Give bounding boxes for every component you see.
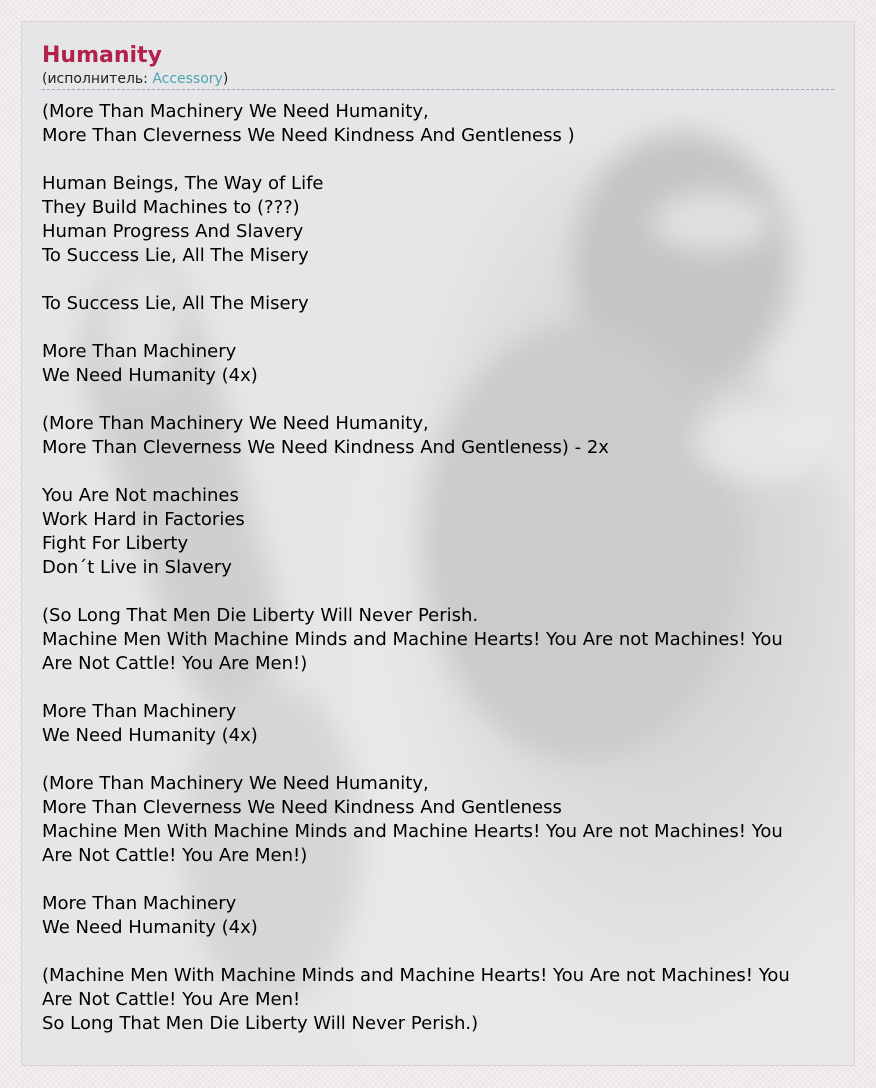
lyric-line	[42, 868, 855, 892]
lyric-line: To Success Lie, All The Misery	[42, 293, 309, 314]
lyric-line	[42, 388, 855, 412]
lyric-line: So Long That Men Die Liberty Will Never Perish.)	[42, 1013, 479, 1034]
lyric-line: We Need Humanity (4x)	[42, 365, 258, 386]
lyric-line: More Than Cleverness We Need Kindness And Gentleness )	[42, 125, 575, 146]
lyric-line	[42, 676, 855, 700]
artist-prefix: (исполнитель:	[42, 71, 153, 87]
lyric-line: Machine Men With Machine Minds and Machine Hearts! You Are not Machines! You	[42, 629, 783, 650]
lyric-line: More Than Machinery	[42, 893, 237, 914]
lyric-line: Human Progress And Slavery	[42, 221, 304, 242]
lyrics-text	[42, 100, 855, 1036]
lyric-line	[42, 148, 855, 172]
artist-line	[42, 70, 834, 90]
lyric-line: Fight For Liberty	[42, 533, 189, 554]
lyrics-panel	[21, 21, 855, 1066]
lyric-line: They Build Machines to (???)	[42, 197, 300, 218]
lyric-line: To Success Lie, All The Misery	[42, 245, 309, 266]
lyric-line: Don´t Live in Slavery	[42, 557, 232, 578]
lyric-line: Work Hard in Factories	[42, 509, 245, 530]
lyric-line: Machine Men With Machine Minds and Machine Hearts! You Are not Machines! You	[42, 821, 783, 842]
lyric-line: We Need Humanity (4x)	[42, 725, 258, 746]
lyric-line: More Than Cleverness We Need Kindness And Gentleness	[42, 797, 562, 818]
lyric-line: (So Long That Men Die Liberty Will Never Perish.	[42, 605, 479, 626]
song-title: Humanity	[42, 43, 162, 68]
lyric-line: You Are Not machines	[42, 485, 239, 506]
lyric-line	[42, 268, 855, 292]
lyric-line	[42, 940, 855, 964]
song-content	[42, 42, 855, 1036]
lyric-line: More Than Machinery	[42, 701, 237, 722]
lyric-line: (More Than Machinery We Need Humanity,	[42, 413, 429, 434]
lyric-line: Are Not Cattle! You Are Men!)	[42, 653, 308, 674]
artist-link[interactable]: Accessory	[152, 71, 223, 87]
lyric-line: We Need Humanity (4x)	[42, 917, 258, 938]
lyric-line: (More Than Machinery We Need Humanity,	[42, 773, 429, 794]
lyric-line: More Than Machinery	[42, 341, 237, 362]
lyric-line: Human Beings, The Way of Life	[42, 173, 324, 194]
lyric-line: (Machine Men With Machine Minds and Machine Hearts! You Are not Machines! You	[42, 965, 790, 986]
lyric-line	[42, 316, 855, 340]
lyric-line	[42, 748, 855, 772]
artist-suffix: )	[222, 71, 229, 87]
lyric-line: Are Not Cattle! You Are Men!	[42, 989, 301, 1010]
lyric-line: (More Than Machinery We Need Humanity,	[42, 101, 429, 122]
lyric-line: Are Not Cattle! You Are Men!)	[42, 845, 308, 866]
lyric-line	[42, 460, 855, 484]
lyric-line	[42, 580, 855, 604]
lyric-line: More Than Cleverness We Need Kindness And Gentleness) - 2x	[42, 437, 609, 458]
